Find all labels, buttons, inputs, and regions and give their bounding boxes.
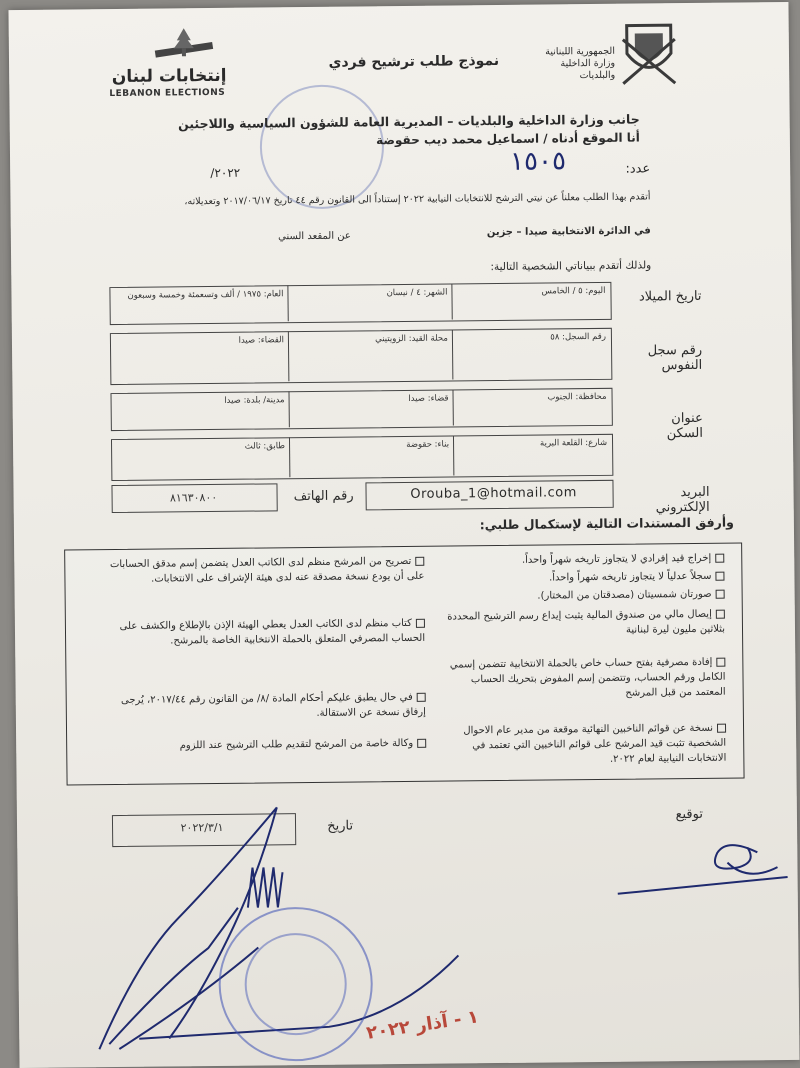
- date-label: تاريخ: [327, 818, 354, 834]
- checkbox[interactable]: [716, 609, 725, 618]
- checkbox[interactable]: [716, 589, 725, 598]
- checkbox[interactable]: [417, 738, 426, 747]
- checkbox[interactable]: [415, 556, 424, 565]
- ministry-line: وزارة الداخلية: [560, 57, 616, 70]
- doc-item-left-4: وكالة خاصة من المرشح لتقديم طلب الترشيح عند اللزوم: [96, 736, 426, 754]
- signature-label: توقيع: [675, 806, 704, 823]
- res-street: شارع: القلعة البرية: [539, 437, 608, 449]
- checkbox[interactable]: [715, 571, 724, 580]
- registry-quarter: محلة القيد: الزويتيني: [375, 333, 448, 345]
- form-title: نموذج طلب ترشيح فردي: [328, 52, 500, 71]
- addressee-line: جانب وزارة الداخلية والبلديات – المديرية العامة للشؤون السياسية واللاجئين: [177, 111, 640, 132]
- checkbox[interactable]: [717, 723, 726, 732]
- doc-item-right-6: نسخة عن قوائم الناخبين النهائية موقعة من مدير عام الاحوال الشخصية تثبت قيد المرشح على قوائم الناخبين التي تعتمد في الانتخابات النيابية لعام ٢٠٢٢.: [463, 722, 727, 765]
- doc-item-right-2: سجلاً عدلياً لا يتجاوز تاريخه شهراً واحداً.: [444, 569, 724, 587]
- number-year: ٢٠٢٢/: [210, 165, 241, 181]
- doc-item-right-4: إيصال مالي من صندوق المالية يثبت إيداع رسم الترشيح المحددة بثلاثين مليون ليرة لبنانية: [447, 608, 726, 636]
- checkbox[interactable]: [417, 692, 426, 701]
- number-handwritten: ١٥٠٥: [509, 146, 567, 177]
- checkbox[interactable]: [715, 553, 724, 562]
- signature-icon: [607, 822, 798, 904]
- birth-month: الشهر: ٤ / نيسان: [386, 287, 448, 299]
- res-floor: طابق: ثالث: [244, 441, 286, 452]
- elections-logo-en: LEBANON ELECTIONS: [109, 87, 226, 100]
- elections-logo-icon: [149, 24, 219, 67]
- doc-item-left-2: كتاب منظم لدى الكاتب العدل يعطي الهيئة الإذن بالإطلاع والكشف على الحساب المصرفي المتعلق بالحملة الانتخابية الخاصة بالمرشح.: [119, 617, 426, 647]
- phone-label: رقم الهاتف: [293, 488, 354, 505]
- ministry-header: [529, 46, 615, 83]
- res-governorate: محافظة: الجنوب: [547, 391, 607, 403]
- doc-item-right-3: صورتان شمسيتان (مصدقتان من المختار).: [445, 587, 725, 605]
- res-building: بناء: حقوضة: [406, 439, 450, 450]
- doc-item-right-1: إخراج قيد إفرادي لا يتجاوز تاريخه شهراً واحداً.: [444, 551, 724, 569]
- number-label: عدد:: [625, 161, 651, 177]
- personal-intro: ولذلك أتقدم ببياناتي الشخصية التالية:: [490, 259, 652, 274]
- res-city: مدينة/ بلدة: صيدا: [224, 395, 285, 406]
- registry-number: رقم السجل: ٥٨: [550, 331, 606, 343]
- doc-item-left-3: في حال يطبق عليكم أحكام المادة /٨/ من القانون رقم ٢٠١٧/٤٤، يُرجى إرفاق نسخة عن الاستقالة.: [120, 691, 426, 719]
- ministry-line: والبلديات: [579, 69, 616, 82]
- birth-label: تاريخ الميلاد: [638, 288, 702, 305]
- district-line: في الدائرة الانتخابية صيدا – جزين: [486, 225, 651, 239]
- email-label: البريد الإلكتروني: [655, 484, 710, 516]
- registry-district: القضاء: صيدا: [238, 335, 285, 346]
- ministry-emblem-icon: [619, 19, 680, 90]
- documents-title: وأرفق المستندات التالية لإستكمال طلبي:: [479, 514, 734, 533]
- official-stamp-inner: [244, 933, 347, 1036]
- elections-logo-ar: إنتخابات لبنان: [111, 65, 227, 88]
- checkbox[interactable]: [416, 618, 425, 627]
- phone-value: ٨١٦٣٠٨٠٠: [169, 490, 218, 505]
- res-district: قضاء: صيدا: [408, 393, 449, 404]
- doc-item-right-5: إفادة مصرفية بفتح حساب خاص بالحملة الانتخابية تتضمن إسمي الكامل ورقم الحساب، وتتضمن إسم المفوض بتحريك الحساب المعتمد من قبل المرشح: [449, 656, 726, 699]
- received-date-stamp: ١ - آذار ٢٠٢٢: [364, 1006, 480, 1045]
- email-value: Orouba_1@hotmail.com: [410, 485, 577, 502]
- date-value: ٢٠٢٢/٣/١: [180, 820, 224, 835]
- signer-line: أنا الموقع أدناه / اسماعيل محمد ديب حقوضة: [376, 130, 640, 148]
- birth-year: العام: ١٩٧٥ / ألف وتسعمئة وخمسة وسبعون: [127, 289, 284, 301]
- residence-label: عنوان السكن: [666, 410, 704, 442]
- registry-label: رقم سجل النفوس: [647, 342, 703, 374]
- request-line: أتقدم بهذا الطلب معلناً عن نيتي الترشح للانتخابات النيابية ٢٠٢٢ إستناداً الى القانون رقم ٤٤ تاريخ ٢٠١٧/٠٦/١٧ وتعديلاته،: [184, 191, 651, 208]
- seat-line: عن المقعد السني: [278, 230, 351, 243]
- checkbox[interactable]: [716, 657, 725, 666]
- form-page: [8, 2, 799, 1068]
- birth-day: اليوم: ٥ / الخامس: [541, 285, 606, 297]
- doc-item-left-1: تصريح من المرشح منظم لدى الكاتب العدل يتضمن إسم مدقق الحسابات على أن يودع نسخة مصدقة عنه لدى هيئة الإشراف على الانتخابات.: [109, 555, 425, 585]
- ministry-line: الجمهورية اللبنانية: [545, 45, 616, 58]
